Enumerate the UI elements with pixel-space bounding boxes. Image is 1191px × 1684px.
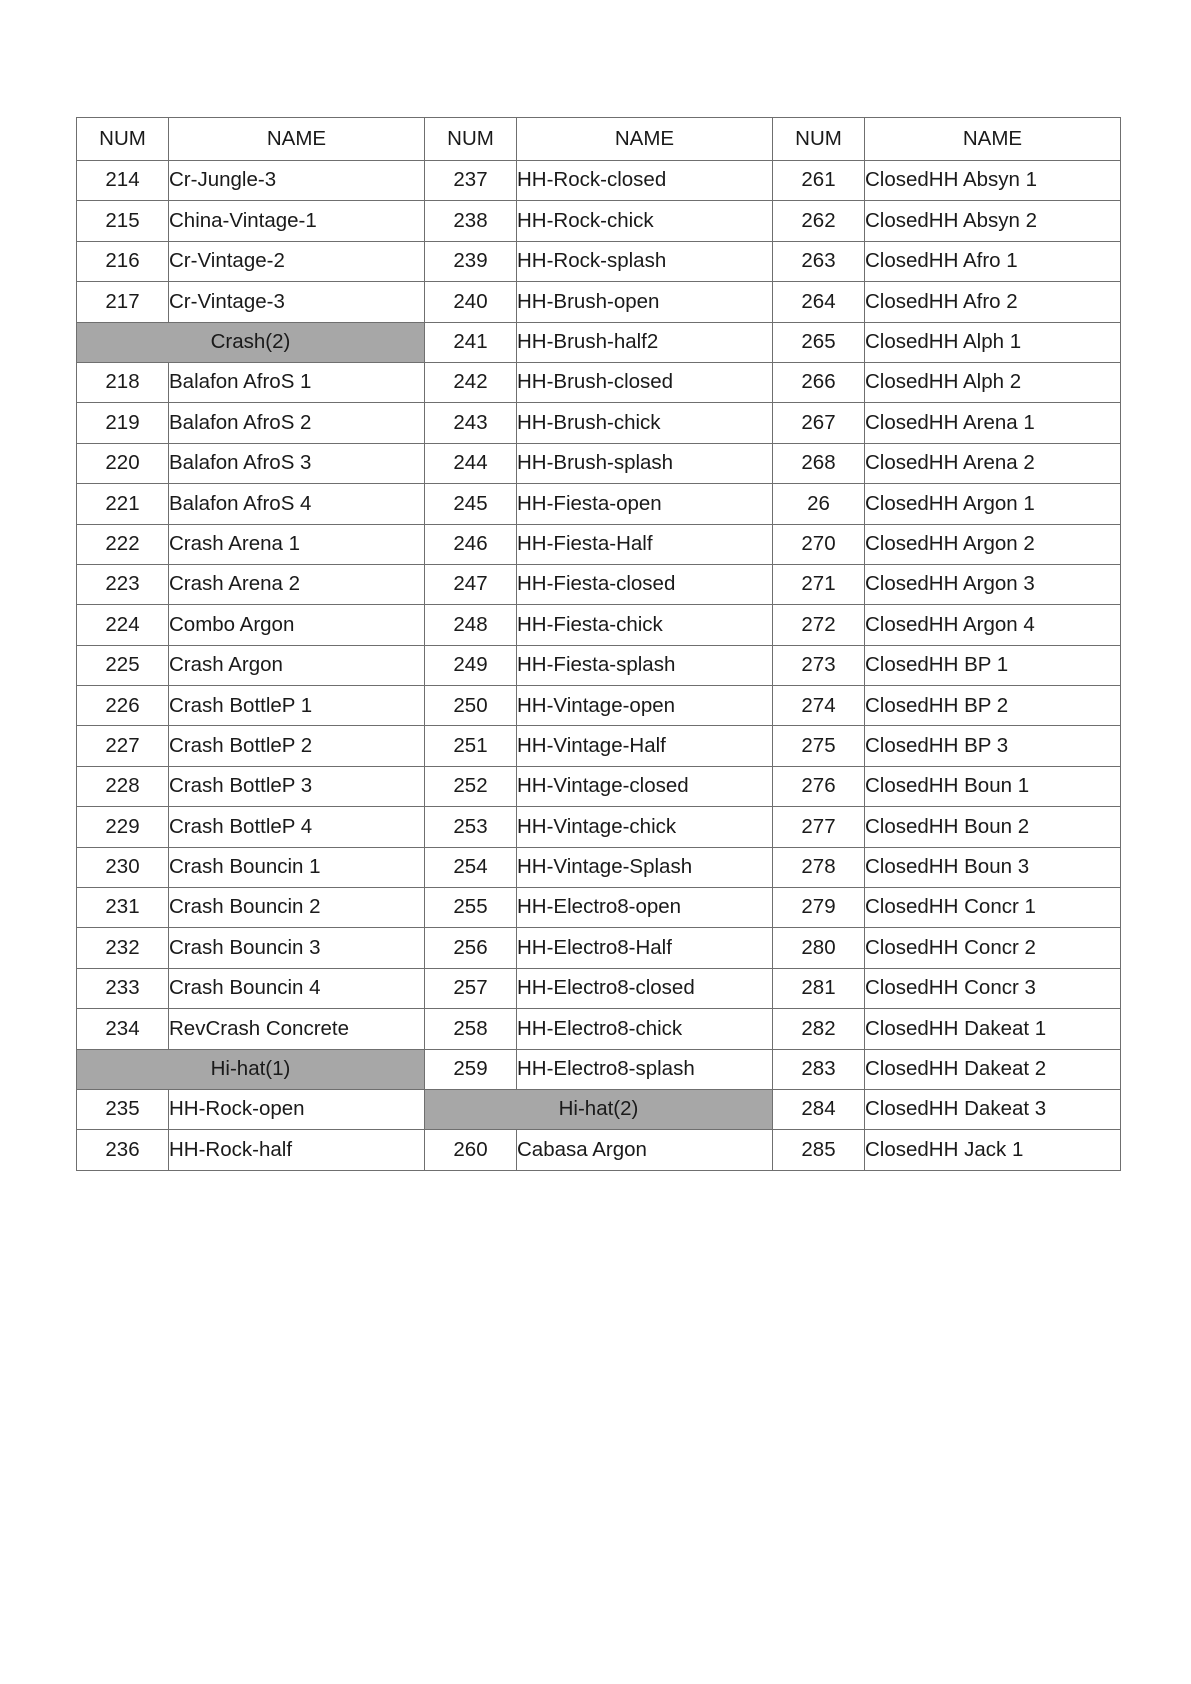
voice-number: 224: [77, 605, 169, 645]
voice-number: 217: [77, 282, 169, 322]
table-row: [77, 362, 1121, 402]
voice-name: ClosedHH Jack 1: [865, 1130, 1121, 1170]
voice-number: 280: [773, 928, 865, 968]
voice-list-sheet: [76, 117, 1120, 1171]
voice-name: HH-Fiesta-chick: [517, 605, 773, 645]
voice-number: 273: [773, 645, 865, 685]
voice-number: 256: [425, 928, 517, 968]
voice-number: 281: [773, 968, 865, 1008]
voice-number: 272: [773, 605, 865, 645]
voice-name: Crash BottleP 2: [169, 726, 425, 766]
voice-name: Crash Arena 1: [169, 524, 425, 564]
voice-name: HH-Electro8-splash: [517, 1049, 773, 1089]
voice-name: HH-Electro8-open: [517, 888, 773, 928]
table-row: [77, 322, 1121, 362]
voice-number: 247: [425, 564, 517, 604]
table-row: [77, 726, 1121, 766]
voice-number: 263: [773, 241, 865, 281]
voice-number: 258: [425, 1009, 517, 1049]
voice-name: HH-Fiesta-splash: [517, 645, 773, 685]
voice-number: 222: [77, 524, 169, 564]
voice-name: Cr-Jungle-3: [169, 161, 425, 201]
voice-name: HH-Vintage-Splash: [517, 847, 773, 887]
voice-name: ClosedHH Alph 1: [865, 322, 1121, 362]
voice-name: Crash Argon: [169, 645, 425, 685]
voice-name: ClosedHH BP 1: [865, 645, 1121, 685]
voice-name: HH-Fiesta-Half: [517, 524, 773, 564]
voice-number: 276: [773, 766, 865, 806]
voice-name: Crash BottleP 1: [169, 686, 425, 726]
voice-number: 252: [425, 766, 517, 806]
voice-name: ClosedHH Dakeat 2: [865, 1049, 1121, 1089]
voice-number: 235: [77, 1089, 169, 1129]
voice-number: 265: [773, 322, 865, 362]
section-header: Hi-hat(2): [425, 1089, 773, 1129]
voice-number: 26: [773, 484, 865, 524]
voice-number: 271: [773, 564, 865, 604]
table-row: [77, 686, 1121, 726]
voice-name: HH-Rock-open: [169, 1089, 425, 1129]
voice-name: HH-Brush-closed: [517, 362, 773, 402]
voice-name: ClosedHH Arena 1: [865, 403, 1121, 443]
table-row: [77, 766, 1121, 806]
voice-name: Cr-Vintage-3: [169, 282, 425, 322]
voice-name: HH-Brush-open: [517, 282, 773, 322]
table-row: [77, 928, 1121, 968]
voice-number: 268: [773, 443, 865, 483]
voice-number: 229: [77, 807, 169, 847]
voice-name: ClosedHH Alph 2: [865, 362, 1121, 402]
table-row: [77, 282, 1121, 322]
voice-name: HH-Vintage-open: [517, 686, 773, 726]
voice-name: ClosedHH Absyn 2: [865, 201, 1121, 241]
voice-name: ClosedHH Concr 3: [865, 968, 1121, 1008]
voice-number: 221: [77, 484, 169, 524]
voice-name: ClosedHH Boun 2: [865, 807, 1121, 847]
voice-number: 277: [773, 807, 865, 847]
voice-number: 283: [773, 1049, 865, 1089]
voice-name: ClosedHH Concr 1: [865, 888, 1121, 928]
header-num-2: NUM: [425, 118, 517, 161]
voice-number: 279: [773, 888, 865, 928]
voice-name: ClosedHH BP 2: [865, 686, 1121, 726]
voice-name: HH-Electro8-closed: [517, 968, 773, 1008]
voice-number: 245: [425, 484, 517, 524]
voice-name: ClosedHH Boun 1: [865, 766, 1121, 806]
voice-name: Balafon AfroS 3: [169, 443, 425, 483]
voice-number: 241: [425, 322, 517, 362]
voice-number: 218: [77, 362, 169, 402]
table-row: [77, 524, 1121, 564]
voice-number: 242: [425, 362, 517, 402]
voice-number: 215: [77, 201, 169, 241]
voice-table-body: [77, 161, 1121, 1171]
voice-name: ClosedHH Afro 1: [865, 241, 1121, 281]
voice-number: 228: [77, 766, 169, 806]
header-name-3: NAME: [865, 118, 1121, 161]
voice-name: Balafon AfroS 4: [169, 484, 425, 524]
voice-name: HH-Brush-splash: [517, 443, 773, 483]
table-row: [77, 1130, 1121, 1170]
voice-number: 248: [425, 605, 517, 645]
voice-name: HH-Rock-splash: [517, 241, 773, 281]
voice-number: 267: [773, 403, 865, 443]
voice-name: HH-Rock-half: [169, 1130, 425, 1170]
voice-name: ClosedHH Absyn 1: [865, 161, 1121, 201]
table-row: [77, 403, 1121, 443]
voice-number: 264: [773, 282, 865, 322]
header-name-2: NAME: [517, 118, 773, 161]
voice-name: Cr-Vintage-2: [169, 241, 425, 281]
header-name-1: NAME: [169, 118, 425, 161]
voice-name: Balafon AfroS 1: [169, 362, 425, 402]
voice-name: ClosedHH Argon 3: [865, 564, 1121, 604]
table-row: [77, 443, 1121, 483]
table-row: [77, 888, 1121, 928]
table-row: [77, 645, 1121, 685]
voice-number: 262: [773, 201, 865, 241]
voice-name: HH-Rock-chick: [517, 201, 773, 241]
table-row: [77, 1089, 1121, 1129]
voice-name: Crash Bouncin 4: [169, 968, 425, 1008]
voice-table: [76, 117, 1121, 1171]
voice-name: HH-Fiesta-closed: [517, 564, 773, 604]
voice-number: 231: [77, 888, 169, 928]
header-num-1: NUM: [77, 118, 169, 161]
voice-number: 270: [773, 524, 865, 564]
voice-number: 253: [425, 807, 517, 847]
voice-number: 220: [77, 443, 169, 483]
voice-number: 227: [77, 726, 169, 766]
voice-number: 216: [77, 241, 169, 281]
voice-name: Cabasa Argon: [517, 1130, 773, 1170]
voice-name: ClosedHH Afro 2: [865, 282, 1121, 322]
voice-number: 226: [77, 686, 169, 726]
voice-number: 250: [425, 686, 517, 726]
voice-number: 285: [773, 1130, 865, 1170]
voice-number: 233: [77, 968, 169, 1008]
voice-name: Balafon AfroS 2: [169, 403, 425, 443]
voice-number: 239: [425, 241, 517, 281]
table-row: [77, 1049, 1121, 1089]
voice-name: HH-Vintage-closed: [517, 766, 773, 806]
table-row: [77, 968, 1121, 1008]
voice-number: 236: [77, 1130, 169, 1170]
voice-number: 284: [773, 1089, 865, 1129]
section-header: Hi-hat(1): [77, 1049, 425, 1089]
voice-number: 275: [773, 726, 865, 766]
voice-number: 254: [425, 847, 517, 887]
voice-name: ClosedHH Concr 2: [865, 928, 1121, 968]
voice-number: 251: [425, 726, 517, 766]
voice-name: Crash Bouncin 2: [169, 888, 425, 928]
voice-number: 259: [425, 1049, 517, 1089]
voice-name: Crash Bouncin 3: [169, 928, 425, 968]
table-row: [77, 564, 1121, 604]
table-row: [77, 201, 1121, 241]
voice-number: 237: [425, 161, 517, 201]
voice-number: 234: [77, 1009, 169, 1049]
table-row: [77, 484, 1121, 524]
table-row: [77, 161, 1121, 201]
voice-number: 232: [77, 928, 169, 968]
voice-name: HH-Vintage-chick: [517, 807, 773, 847]
voice-number: 260: [425, 1130, 517, 1170]
voice-name: ClosedHH Argon 2: [865, 524, 1121, 564]
voice-name: ClosedHH Arena 2: [865, 443, 1121, 483]
table-row: [77, 605, 1121, 645]
voice-number: 257: [425, 968, 517, 1008]
voice-name: HH-Brush-chick: [517, 403, 773, 443]
voice-number: 255: [425, 888, 517, 928]
table-row: [77, 847, 1121, 887]
voice-number: 266: [773, 362, 865, 402]
voice-name: HH-Rock-closed: [517, 161, 773, 201]
voice-name: HH-Electro8-Half: [517, 928, 773, 968]
voice-number: 230: [77, 847, 169, 887]
table-row: [77, 807, 1121, 847]
voice-name: Crash Arena 2: [169, 564, 425, 604]
voice-name: ClosedHH Argon 4: [865, 605, 1121, 645]
voice-number: 246: [425, 524, 517, 564]
voice-name: Crash Bouncin 1: [169, 847, 425, 887]
voice-name: ClosedHH Argon 1: [865, 484, 1121, 524]
voice-number: 240: [425, 282, 517, 322]
voice-name: ClosedHH Dakeat 3: [865, 1089, 1121, 1129]
voice-name: ClosedHH BP 3: [865, 726, 1121, 766]
table-row: [77, 241, 1121, 281]
voice-name: Crash BottleP 3: [169, 766, 425, 806]
voice-name: RevCrash Concrete: [169, 1009, 425, 1049]
voice-number: 214: [77, 161, 169, 201]
table-row: [77, 1009, 1121, 1049]
voice-name: HH-Fiesta-open: [517, 484, 773, 524]
voice-number: 244: [425, 443, 517, 483]
voice-number: 223: [77, 564, 169, 604]
voice-number: 243: [425, 403, 517, 443]
voice-name: ClosedHH Dakeat 1: [865, 1009, 1121, 1049]
voice-number: 249: [425, 645, 517, 685]
voice-number: 278: [773, 847, 865, 887]
voice-name: HH-Vintage-Half: [517, 726, 773, 766]
voice-number: 282: [773, 1009, 865, 1049]
voice-name: ClosedHH Boun 3: [865, 847, 1121, 887]
voice-number: 261: [773, 161, 865, 201]
voice-name: HH-Brush-half2: [517, 322, 773, 362]
voice-name: China-Vintage-1: [169, 201, 425, 241]
voice-number: 225: [77, 645, 169, 685]
voice-number: 238: [425, 201, 517, 241]
voice-name: HH-Electro8-chick: [517, 1009, 773, 1049]
voice-number: 274: [773, 686, 865, 726]
header-num-3: NUM: [773, 118, 865, 161]
section-header: Crash(2): [77, 322, 425, 362]
voice-number: 219: [77, 403, 169, 443]
voice-name: Crash BottleP 4: [169, 807, 425, 847]
table-header-row: [77, 118, 1121, 161]
voice-name: Combo Argon: [169, 605, 425, 645]
